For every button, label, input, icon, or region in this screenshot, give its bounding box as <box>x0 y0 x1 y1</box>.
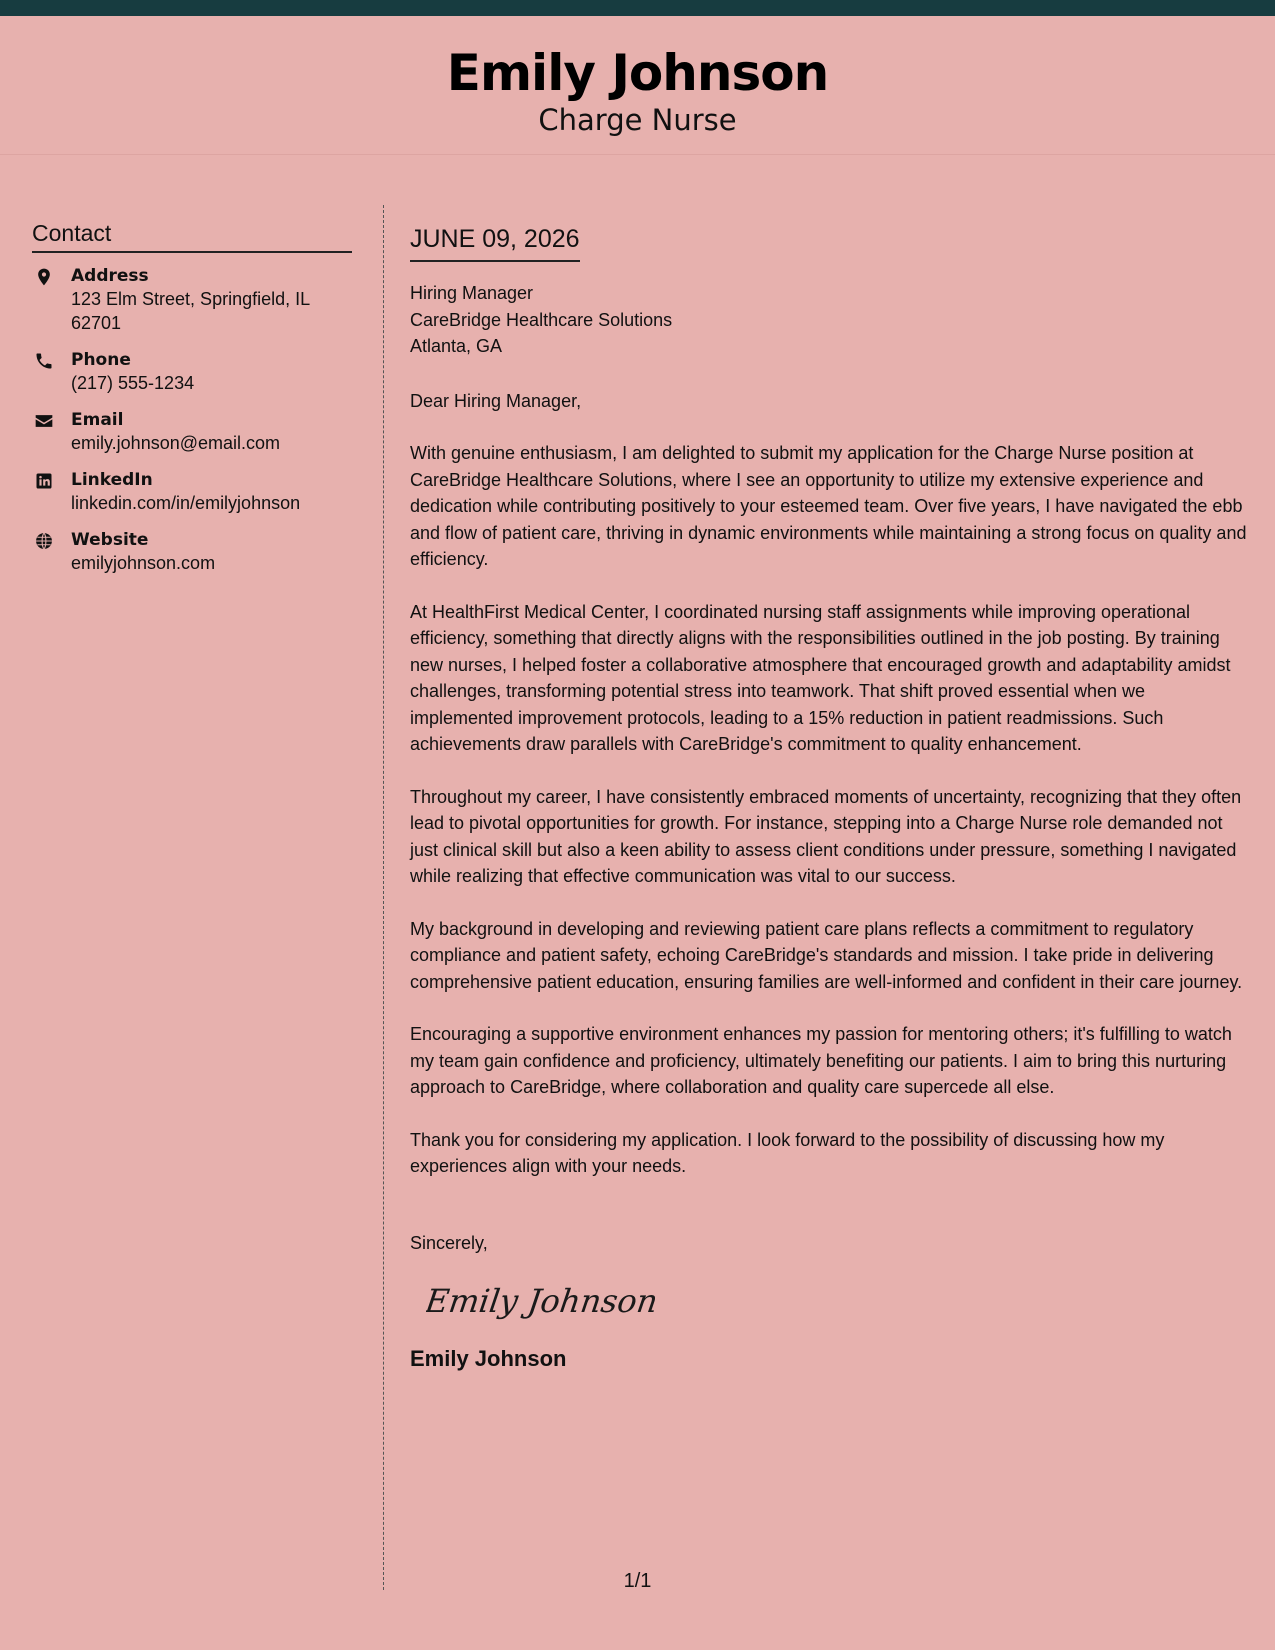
letter-header <box>0 16 1275 155</box>
page-number: 1/1 <box>623 1570 652 1592</box>
globe-icon <box>34 531 54 551</box>
map-pin-icon <box>34 267 54 287</box>
contact-value: emily.johnson@email.com <box>71 433 281 453</box>
handwritten-signature <box>426 1270 666 1330</box>
contact-sidebar <box>32 220 352 589</box>
contact-label: Website <box>71 530 149 550</box>
contact-phone <box>32 349 352 395</box>
body-paragraph: Encouraging a supportive environment enhances my passion for mentoring others; it's fulfilling to watch my team gain confidence and proficiency, ultimately benefiting our patients. I aim to bring this nurturing approach to CareBridge, where collaboration and quality care supercede all else. <box>410 1024 1232 1097</box>
phone-icon <box>34 351 54 371</box>
linkedin-icon <box>34 471 54 491</box>
letter-date: JUNE 09, 2026 <box>410 222 580 262</box>
column-divider <box>383 205 384 1590</box>
closing: Sincerely, <box>410 1232 488 1253</box>
contact-value: (217) 555-1234 <box>71 373 195 393</box>
recipient-block <box>410 280 1250 360</box>
top-accent-bar <box>0 0 1275 16</box>
body-paragraph: Thank you for considering my application. I look forward to the possibility of discussing how my experiences align with your needs. <box>410 1129 1165 1176</box>
body-paragraph: My background in developing and reviewing patient care plans reflects a commitment to regulatory compliance and patient safety, echoing CareBridge's standards and mission. I take pride in delivering comprehensive patient education, ensuring families are well-informed and confident in their care journey. <box>410 918 1243 992</box>
contact-value: emilyjohnson.com <box>71 553 216 573</box>
signature-text: Emily Johnson <box>426 1282 661 1320</box>
recipient-line: Hiring Manager <box>410 283 534 303</box>
applicant-title: Charge Nurse <box>538 103 737 137</box>
contact-address <box>32 265 352 335</box>
body-paragraph: At HealthFirst Medical Center, I coordinated nursing staff assignments while improving operational efficiency, something that directly aligns with the responsibilities outlined in the job posting. By training new nurses, I helped foster a collaborative atmosphere that encouraged growth and adaptability amidst challenges, transforming potential stress into teamwork. That shift proved essential when we implemented improvement protocols, leading to a 15% reduction in patient readmissions. Such achievements draw parallels with CareBridge's commitment to quality enhancement. <box>410 601 1231 754</box>
recipient-line: Atlanta, GA <box>410 336 503 356</box>
contact-label: LinkedIn <box>71 470 153 490</box>
envelope-icon <box>34 411 54 431</box>
contact-value: 123 Elm Street, Springfield, IL 62701 <box>71 289 310 333</box>
contact-value: linkedin.com/in/emilyjohnson <box>71 493 301 513</box>
contact-label: Phone <box>71 350 131 370</box>
body-paragraph: Throughout my career, I have consistently embraced moments of uncertainty, recognizing that they often lead to pivotal opportunities for growth. For instance, stepping into a Charge Nurse role demanded not just clinical skill but also a keen ability to assess client conditions under pressure, something I navigated while realizing that effective communication was vital to our success. <box>410 786 1242 886</box>
contact-linkedin <box>32 469 352 515</box>
contact-website <box>32 529 352 575</box>
body-paragraph: With genuine enthusiasm, I am delighted to submit my application for the Charge Nurse position at CareBridge Healthcare Solutions, where I see an opportunity to utilize my extensive experience and dedication while contributing positively to your esteemed team. Over five years, I have navigated the ebb and flow of patient care, thriving in dynamic environments while maintaining a strong focus on quality and efficiency. <box>410 443 1247 569</box>
contact-heading: Contact <box>32 220 352 253</box>
contact-email <box>32 409 352 455</box>
signed-name: Emily Johnson <box>410 1345 567 1371</box>
salutation: Dear Hiring Manager, <box>410 390 582 411</box>
recipient-line: CareBridge Healthcare Solutions <box>410 309 673 330</box>
letter-body <box>410 222 1250 1372</box>
contact-label: Email <box>71 410 124 430</box>
contact-label: Address <box>71 266 149 286</box>
applicant-name: Emily Johnson <box>446 44 829 102</box>
